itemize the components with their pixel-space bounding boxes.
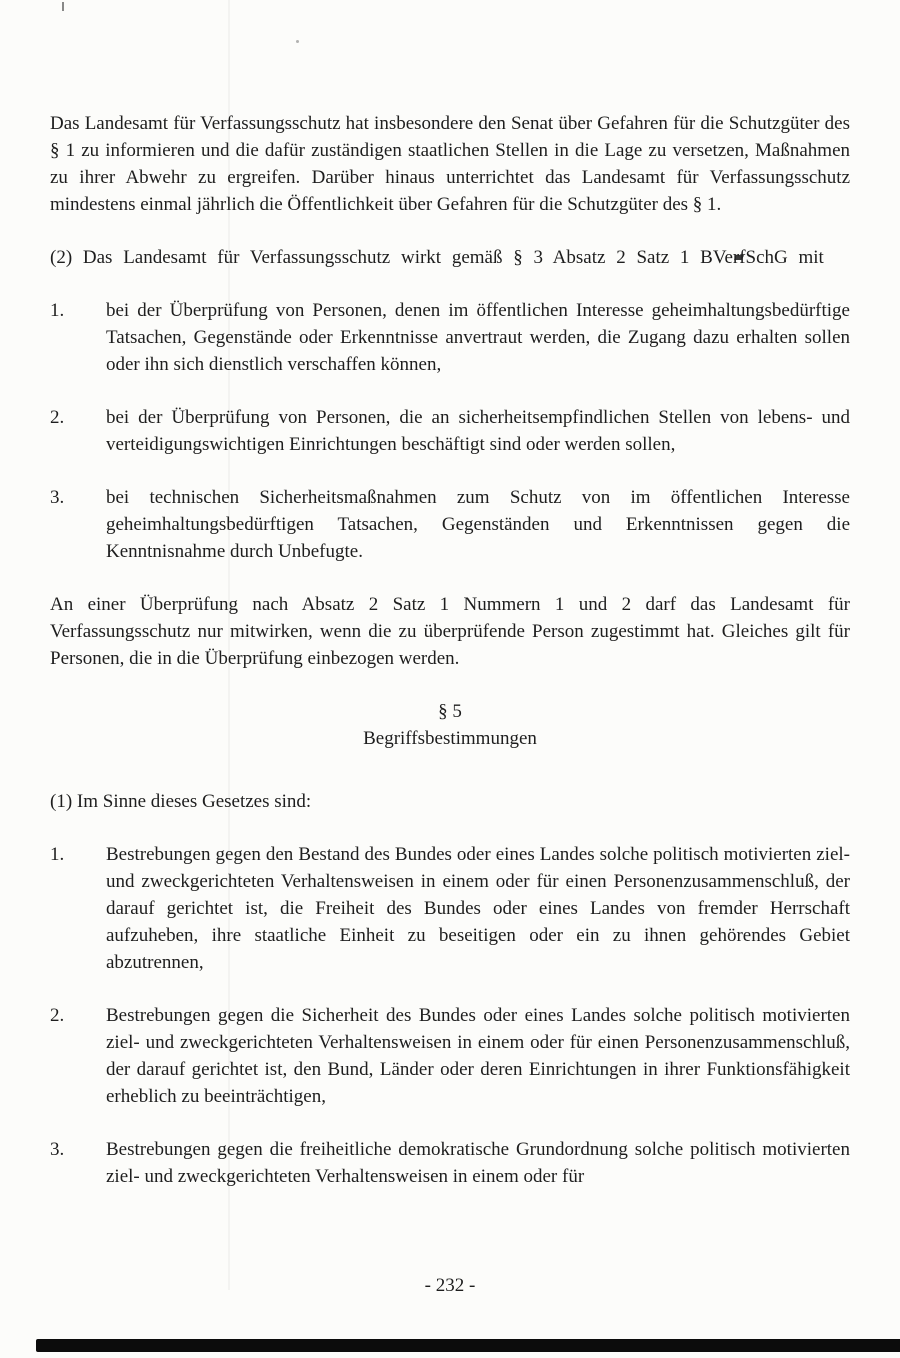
item-number: 2. — [50, 1005, 65, 1026]
item-number: 2. — [50, 407, 65, 428]
item-text: Bestrebungen gegen die freiheitliche demokratische Grundordnung solche politisch motivierten ziel- und zweckgerichteten Verhaltensweisen in einem oder für — [106, 1139, 850, 1187]
scan-artifact-bottom-bar — [36, 1339, 900, 1352]
item-text: bei der Überprüfung von Personen, die an sicherheitsempfindlichen Stellen von lebens- und verteidigungswichtigen Einrichtungen beschäftigt sind oder werden sollen, — [106, 407, 850, 455]
item-number: 3. — [50, 487, 65, 508]
list-item — [50, 484, 850, 565]
page-number: - 232 - — [424, 1275, 476, 1296]
list-item — [50, 404, 850, 458]
item-text: bei der Überprüfung von Personen, denen im öffentlichen Interesse geheimhaltungsbedürftige Tatsachen, Gegenstände oder Erkenntnisse anvertraut werden, die Zugang dazu erhalten sollen oder ihn sich dienstlich verschaffen können, — [106, 300, 850, 375]
list-item — [50, 841, 850, 976]
section-heading — [50, 698, 850, 752]
list-item — [50, 1002, 850, 1110]
item-number: 1. — [50, 844, 65, 865]
scan-artifact-speck — [296, 40, 299, 43]
section-mark: § 5 — [438, 701, 462, 722]
numbered-list-absatz2 — [50, 297, 850, 565]
item-number: 1. — [50, 300, 65, 321]
absatz-1-intro: (1) Im Sinne dieses Gesetzes sind: — [50, 791, 312, 812]
intro-paragraph: Das Landesamt für Verfassungsschutz hat insbesondere den Senat über Gefahren für die Schutzgüter des § 1 zu informieren und die dafür zuständigen staatlichen Stellen in die Lage zu versetzen, Maßnahmen zu ihrer Abwehr zu ergreifen. Darüber hinaus unterrichtet das Landesamt für Verfassungsschutz mindestens einmal jährlich die Öffentlichkeit über Gefahren für die Schutzgüter des § 1. — [50, 113, 850, 215]
item-number: 3. — [50, 1139, 65, 1160]
item-text: bei technischen Sicherheitsmaßnahmen zum Schutz von im öffentlichen Interesse geheimhaltungsbedürftigen Tatsachen, Gegenständen und Erkenntnissen gegen die Kenntnisnahme durch Unbefugte. — [106, 487, 850, 562]
section-title: Begriffsbestimmungen — [363, 728, 537, 749]
item-text: Bestrebungen gegen den Bestand des Bundes oder eines Landes solche politisch motivierten ziel- und zweckgerichteten Verhaltensweisen in einem oder für einen Personenzusammenschluß, der darauf gerichtet ist, die Freiheit des Bundes oder eines Landes von fremder Herrschaft aufzuheben, ihre staatliche Einheit zu beseitigen oder ein zu ihnen gehörendes Gebiet abzutrennen, — [106, 844, 850, 973]
scan-artifact-top-mark — [62, 2, 64, 11]
list-item — [50, 1136, 850, 1190]
item-text: Bestrebungen gegen die Sicherheit des Bundes oder eines Landes solche politisch motivierten ziel- und zweckgerichteten Verhaltensweisen in einem oder für einen Personenzusammenschluß, der darauf gerichtet ist, den Bund, Länder oder deren Einrichtungen in ihrer Funktionsfähigkeit erheblich zu beeinträchtigen, — [106, 1005, 850, 1107]
document-body — [50, 110, 850, 1216]
numbered-list-definitions — [50, 841, 850, 1190]
closing-paragraph: An einer Überprüfung nach Absatz 2 Satz 1 Nummern 1 und 2 darf das Landesamt für Verfassungsschutz nur mitwirken, wenn die zu überprüfende Person zugestimmt hat. Gleiches gilt für Personen, die in die Überprüfung einbezogen werden. — [50, 594, 850, 669]
list-item — [50, 297, 850, 378]
absatz-2-paragraph: (2) Das Landesamt für Verfassungsschutz wirkt gemäß § 3 Absatz 2 Satz 1 BVerfSchG mit — [50, 247, 824, 268]
